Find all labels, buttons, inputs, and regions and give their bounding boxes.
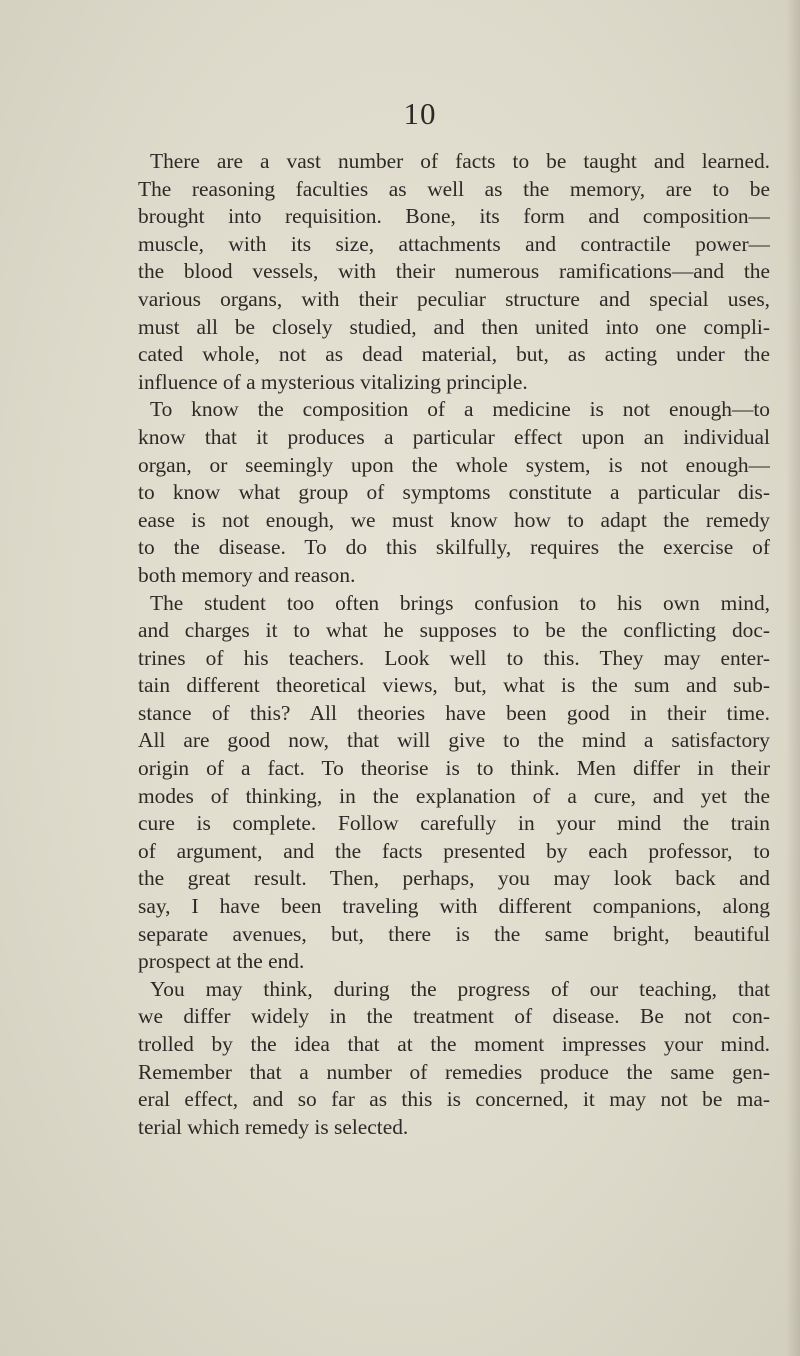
text-line: tain different theoretical views, but, what is the sum and sub- bbox=[138, 673, 770, 698]
text-line: origin of a fact. To theorise is to think. Men differ in their bbox=[138, 756, 770, 781]
text-line: to know what group of symptoms constitute a particular dis- bbox=[138, 480, 770, 505]
text-line: The reasoning faculties as well as the memory, are to be bbox=[138, 176, 770, 201]
text-line: Remember that a number of remedies produce the same gen- bbox=[138, 1059, 770, 1084]
text-line: and charges it to what he supposes to be the conflicting doc- bbox=[138, 618, 770, 643]
text-line: organ, or seemingly upon the whole system, is not enough— bbox=[138, 452, 770, 477]
text-line: brought into requisition. Bone, its form and composition— bbox=[138, 204, 770, 229]
text-line: trines of his teachers. Look well to this. They may enter- bbox=[138, 645, 770, 670]
text-line: There are a vast number of facts to be taught and learned. bbox=[150, 149, 770, 173]
text-line: trolled by the idea that at the moment impresses your mind. bbox=[138, 1032, 770, 1056]
text-line: of argument, and the facts presented by each professor, to bbox=[138, 838, 770, 863]
text-line: modes of thinking, in the explanation of a cure, and yet the bbox=[138, 783, 770, 808]
text-line: various organs, with their peculiar structure and special uses, bbox=[138, 286, 770, 311]
text-line: You may think, during the progress of our teaching, that bbox=[150, 976, 770, 1001]
text-line: separate avenues, but, there is the same bright, beautiful bbox=[138, 921, 770, 946]
text-line: to the disease. To do this skilfully, requires the exercise of bbox=[138, 535, 770, 560]
text-line: eral effect, and so far as this is concerned, it may not be ma- bbox=[138, 1087, 770, 1112]
page-edge-shadow bbox=[786, 0, 800, 1356]
text-line: cated whole, not as dead material, but, as acting under the bbox=[138, 342, 770, 367]
page-number: 10 bbox=[403, 96, 437, 131]
text-line: muscle, with its size, attachments and contractile power— bbox=[138, 231, 770, 256]
text-line: both memory and reason. bbox=[138, 562, 356, 587]
text-line: The student too often brings confusion to his own mind, bbox=[150, 590, 770, 615]
text-line: the blood vessels, with their numerous ramifications—and the bbox=[138, 259, 770, 284]
text-line: ease is not enough, we must know how to adapt the remedy bbox=[138, 507, 770, 532]
body-text bbox=[138, 148, 770, 1141]
text-line: must all be closely studied, and then united into one compli- bbox=[138, 314, 770, 339]
text-line: know that it produces a particular effect upon an individual bbox=[138, 424, 770, 449]
text-line: influence of a mysterious vitalizing principle. bbox=[138, 369, 528, 394]
text-line: the great result. Then, perhaps, you may look back and bbox=[138, 866, 770, 891]
text-line: prospect at the end. bbox=[138, 949, 305, 974]
text-line: cure is complete. Follow carefully in your mind the train bbox=[138, 811, 770, 836]
text-line: we differ widely in the treatment of disease. Be not con- bbox=[138, 1004, 770, 1029]
text-line: say, I have been traveling with different companions, along bbox=[138, 894, 770, 919]
text-line: terial which remedy is selected. bbox=[138, 1114, 409, 1139]
text-line: stance of this? All theories have been good in their time. bbox=[138, 700, 770, 725]
text-line: To know the composition of a medicine is not enough—to bbox=[150, 397, 770, 422]
text-line: All are good now, that will give to the mind a satisfactory bbox=[138, 728, 770, 753]
